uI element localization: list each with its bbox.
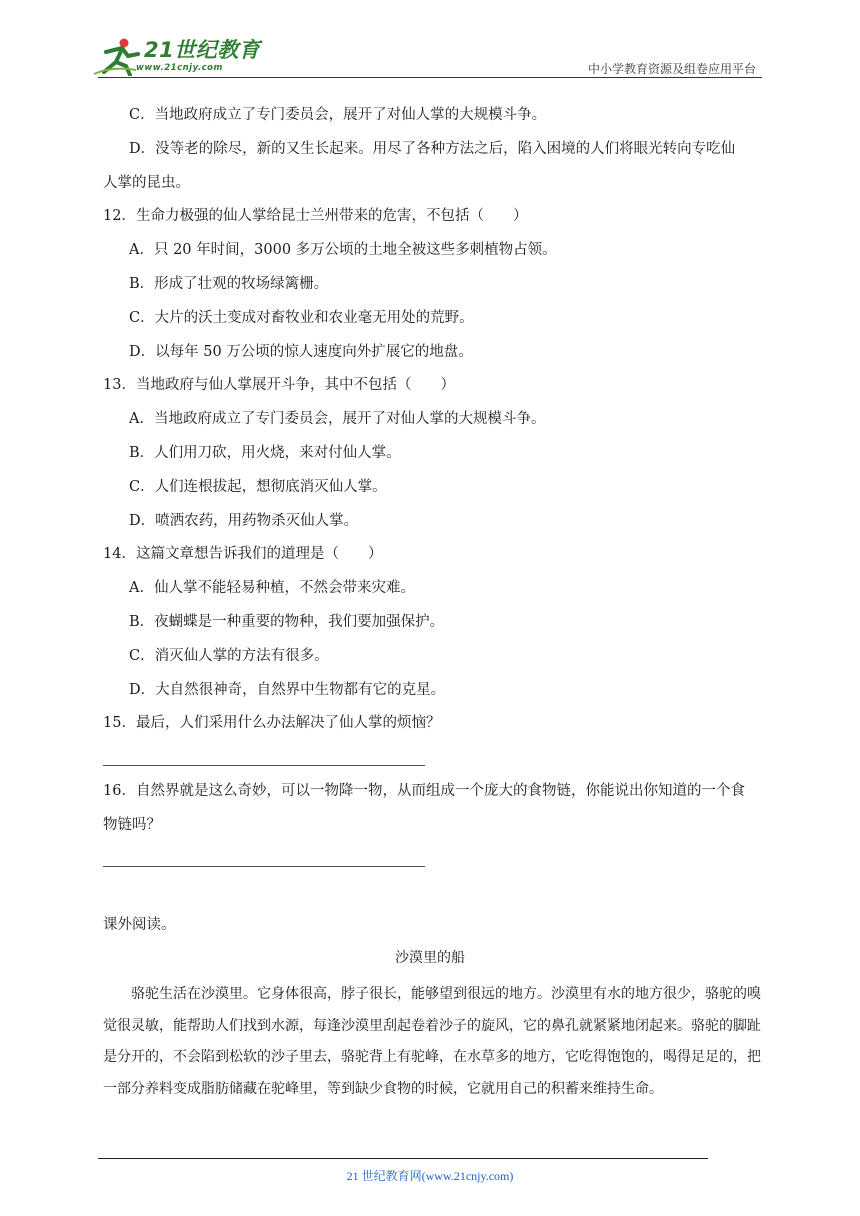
option-line: B．人们用刀砍，用火烧，来对付仙人掌。 <box>129 445 401 461</box>
footer-link[interactable]: 21 世纪教育网(www.21cnjy.com) <box>346 1169 514 1183</box>
site-logo <box>92 32 262 80</box>
option-line: D．没等老的除尽，新的又生长起来。用尽了各种方法之后，陷入困境的人们将眼光转向专吃仙 <box>129 141 736 157</box>
option-continuation: 人掌的昆虫。 <box>103 175 190 191</box>
question-16-continuation: 物链吗？ <box>103 817 161 833</box>
option-line: D．大自然很神奇，自然界中生物都有它的克星。 <box>129 682 446 698</box>
option-line: C．消灭仙人掌的方法有很多。 <box>129 648 329 664</box>
question-15: 15．最后，人们采用什么办法解决了仙人掌的烦恼？ <box>103 715 441 731</box>
question-12: 12．生命力极强的仙人掌给昆士兰州带来的危害，不包括（ ） <box>103 208 528 224</box>
option-line: A．当地政府成立了专门委员会，展开了对仙人掌的大规模斗争。 <box>129 411 546 427</box>
header-platform-name: 中小学教育资源及组卷应用平台 <box>587 62 756 76</box>
section-heading: 课外阅读。 <box>103 917 176 933</box>
reading-paragraph: 骆驼生活在沙漠里。它身体很高，脖子很长，能够望到很远的地方。沙漠里有水的地方很少，骆驼的嗅觉很灵敏，能帮助人们找到水源，每逢沙漠里刮起卷着沙子的旋风，它的鼻孔就紧紧地闭起来。骆驼的脚趾是分开的，不会陷到松软的沙子里去，骆驼背上有驼峰，在水草多的地方，它吃得饱饱的，喝得足足的，把一部分养料变成脂肪储藏在驼峰里，等到缺少食物的时候，它就用自己的积蓄来维持生命。 <box>103 986 761 1097</box>
option-line: A．只 20 年时间，3000 多万公顷的土地全被这些多刺植物占领。 <box>129 242 557 258</box>
logo-url: www.21cnjy.com <box>136 63 223 73</box>
option-line: D．以每年 50 万公顷的惊人速度向外扩展它的地盘。 <box>129 344 473 360</box>
header-divider <box>98 77 762 78</box>
question-14: 14．这篇文章想告诉我们的道理是（ ） <box>103 546 383 562</box>
option-line: A．仙人掌不能轻易种植，不然会带来灾难。 <box>129 580 415 596</box>
reading-title: 沙漠里的船 <box>395 950 465 966</box>
question-13: 13．当地政府与仙人掌展开斗争，其中不包括（ ） <box>103 377 455 393</box>
footer-divider <box>98 1158 708 1159</box>
answer-blank-15[interactable] <box>103 765 425 766</box>
option-line: C．当地政府成立了专门委员会，展开了对仙人掌的大规模斗争。 <box>129 107 547 123</box>
answer-blank-16[interactable] <box>103 866 425 867</box>
option-line: B．夜蝴蝶是一种重要的物种，我们要加强保护。 <box>129 614 445 630</box>
logo-text: 21世纪教育 <box>144 38 261 62</box>
option-line: D．喷洒农药，用药物杀灭仙人掌。 <box>129 513 359 529</box>
question-16: 16．自然界就是这么奇妙，可以一物降一物，从而组成一个庞大的食物链，你能说出你知道的一个食 <box>103 783 745 799</box>
option-line: C．人们连根拔起，想彻底消灭仙人掌。 <box>129 479 387 495</box>
option-line: C．大片的沃土变成对畜牧业和农业毫无用处的荒野。 <box>129 310 474 326</box>
option-line: B．形成了壮观的牧场绿篱栅。 <box>129 276 329 292</box>
